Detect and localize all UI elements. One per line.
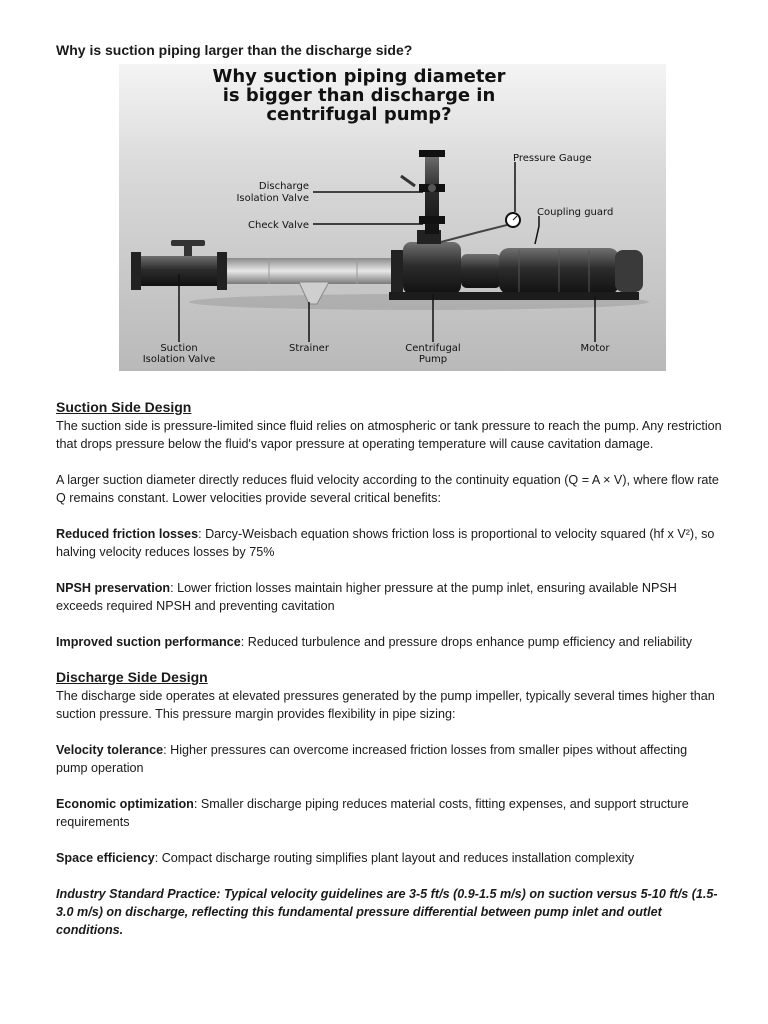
label-discharge-valve-1: Discharge [258, 181, 309, 192]
benefit-friction-text: : Darcy-Weisbach equation shows friction loss is proportional to velocity squared (hf x V²), so halving velocity reduces losses by 75% [56, 527, 715, 559]
benefit-friction [56, 525, 722, 561]
discharge-space-text: : Compact discharge routing simplifies plant layout and reduces installation complexity [154, 851, 635, 865]
discharge-economic [56, 795, 722, 831]
label-motor: Motor [580, 343, 610, 354]
pump-diagram [119, 64, 666, 371]
industry-standard-note: Industry Standard Practice: Typical velocity guidelines are 3-5 ft/s (0.9-1.5 m/s) on suction versus 5-10 ft/s (1.5-3.0 m/s) on discharge, reflecting this fundamental pressure differential between pump inlet and outlet conditions. [56, 887, 718, 937]
benefit-npsh [56, 579, 722, 615]
suction-continuity: A larger suction diameter directly reduces fluid velocity according to the continuity equation (Q = A × V), where flow rate Q remains constant. Lower velocities provide several critical benefits: [56, 473, 719, 505]
label-discharge-valve-2: Isolation Valve [236, 193, 309, 204]
label-strainer: Strainer [289, 343, 329, 354]
discharge-velocity-term: Velocity tolerance [56, 743, 164, 757]
coupling-guard [461, 254, 501, 288]
label-suction-valve-2: Isolation Valve [142, 354, 216, 365]
question-title: Why is suction piping larger than the discharge side? [56, 42, 413, 58]
discharge-space-term: Space efficiency [56, 851, 155, 865]
benefit-performance-term: Improved suction performance [56, 635, 241, 649]
benefit-npsh-term: NPSH preservation [56, 581, 171, 595]
benefit-friction-term: Reduced friction losses [56, 527, 199, 541]
discharge-intro: The discharge side operates at elevated pressures generated by the pump impeller, typically several times higher than suction pressure. This pressure margin provides flexibility in pipe sizing: [56, 689, 715, 721]
diagram-title-line-3: centrifugal pump? [266, 104, 452, 125]
discharge-velocity-text: : Higher pressures can overcome increased friction losses from smaller pipes without affecting pump operation [56, 743, 688, 775]
label-coupling-guard: Coupling guard [537, 207, 614, 218]
label-pump-2: Pump [418, 354, 448, 365]
label-suction-valve-1: Suction [160, 343, 198, 354]
suction-heading: Suction Side Design [56, 399, 192, 415]
benefit-performance [56, 633, 722, 651]
label-pump-1: Centrifugal [405, 343, 461, 354]
motor [499, 248, 643, 294]
diagram-title-line-2: is bigger than discharge in [222, 85, 496, 106]
diagram-title-line-1: Why suction piping diameter [212, 66, 506, 87]
benefit-performance-text: : Reduced turbulence and pressure drops enhance pump efficiency and reliability [240, 635, 693, 649]
suction-intro: The suction side is pressure-limited since fluid relies on atmospheric or tank pressure to reach the pump. Any restriction that drops pressure below the fluid's vapor pressure at operating temperature will cause cavitation damage. [56, 419, 722, 451]
article-body [56, 398, 722, 939]
discharge-economic-term: Economic optimization [56, 797, 194, 811]
discharge-economic-text: : Smaller discharge piping reduces material costs, fitting expenses, and support structure requirements [56, 797, 689, 829]
discharge-heading: Discharge Side Design [56, 669, 208, 685]
discharge-velocity [56, 741, 722, 777]
discharge-space [56, 849, 722, 867]
label-check-valve: Check Valve [248, 220, 309, 231]
label-pressure-gauge: Pressure Gauge [513, 153, 592, 164]
baseplate [389, 292, 639, 300]
benefit-npsh-text: : Lower friction losses maintain higher pressure at the pump inlet, ensuring available NPSH exceeds required NPSH and preventing cavitation [56, 581, 677, 613]
